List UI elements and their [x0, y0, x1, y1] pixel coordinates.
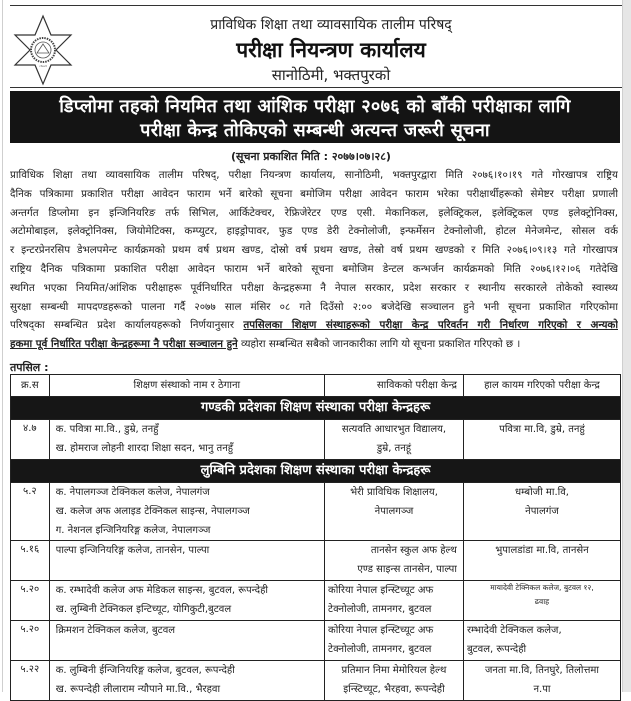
center-text: टेक्नोलोजी, तामनगर, बुटवल — [328, 644, 432, 655]
center-text: इन्स्टिच्यूट, भैरहवा, रूपन्देही — [343, 684, 445, 695]
body-line: राष्ट्रिय दैनिक पत्रिकामा प्रकाशित परीक्षा आवेदन फाराम भर्ने बारेको सूचना बमोजिम डेन्टल कन्भर्जन कार्यक्रमको मिति २०७६।१२।०६ गतेदेखि — [10, 262, 618, 275]
institution-name: क. नेपालगञ्ज टेक्निकल कलेज, नेपालगंज — [55, 487, 210, 498]
header-serial: क्र.स — [11, 375, 50, 397]
new-center-cell — [463, 621, 620, 661]
center-text: तानसेन स्कुल अफ हेल्थ — [370, 545, 457, 556]
new-center-cell — [463, 581, 620, 621]
new-center-cell — [463, 483, 620, 541]
center-text: कोरिया नेपाल इन्स्टिच्यूट अफ — [328, 585, 434, 596]
section-title: लुम्बिनि प्रदेशका शिक्षण संस्थाका परीक्षा केन्द्रहरू — [11, 460, 621, 483]
body-text-emphasis: तपसिलका शिक्षण संस्थाहरूको परीक्षा केन्द्र परिवर्तन गरी निर्धारण गरिएको र अन्यको — [243, 319, 618, 332]
center-text: प्रतिमान निमा मेमोरियल हेल्थ — [341, 665, 447, 676]
table-row — [11, 420, 621, 460]
center-text: नेपालगंज — [525, 506, 559, 517]
center-text: रम्भादेवी टेक्निकल कलेज, — [466, 625, 562, 636]
body-line: अन्तर्गत डिप्लोमा इन इन्जिनियरिङ तर्फ सिभिल, आर्किटेक्चर, रेफ्रिजेरेटर एण्ड एसी. मेकानिकल, इलेक्ट्रिकल, इलेक्ट्रिकल एण्ड इलेक्ट्रोनिक्स, — [10, 206, 618, 219]
body-line: स्थगित भएका नियमित/आंशिक परीक्षाहरू पूर्वनिर्धारित परीक्षा केन्द्रहरूमा नै नेपाल सरकार, प्रदेश सरकार र स्थानीय सरकारले तोकेको स्वास्थ्य — [10, 281, 618, 294]
body-line: प्राविधिक शिक्षा तथा व्यावसायिक तालीम परिषद्, परीक्षा नियन्त्रण कार्यालय, सानोठिमी, भक्तपुरद्वारा मिति २०७६।१०।१९ गते गोरखापत्र राष्ट्रिय — [10, 169, 618, 181]
institution-name: ख. लुम्बिनी टेक्निकल इन्टिच्यूट, योगिकुटी,बुटवल — [55, 604, 232, 615]
new-center-cell — [463, 541, 620, 581]
institution-name: क. लुम्बिनी ईन्जिनियरिङ्ग कलेज, बुटवल, रूपन्देही — [55, 665, 235, 676]
serial-cell: ५.१६ — [11, 541, 50, 581]
institution-name: क. पवित्रा मा.वि., डुम्रे, तनहुँ — [55, 424, 159, 435]
header-rule — [10, 87, 622, 88]
center-text: ढवाह — [534, 597, 550, 606]
notice-body — [10, 166, 618, 354]
section-row-lumbini — [11, 460, 621, 483]
new-center-cell — [463, 661, 620, 701]
notice-title-line-1: डिप्लोमा तहको नियमित तथा आंशिक परीक्षा २०७६ को बाँकी परीक्षाका लागि — [59, 96, 571, 117]
table-row — [11, 541, 621, 581]
body-line — [10, 316, 618, 335]
institution-cell — [49, 483, 324, 541]
institution-name: ख. रूपन्देही लीलाराम न्यौपाने मा.वि., भैरहवा — [55, 684, 221, 695]
section-row-gandaki — [11, 397, 621, 420]
institution-cell — [49, 541, 324, 581]
center-text: एण्ड साइन्स तानसेन, पाल्पा — [357, 564, 457, 575]
svg-text:ctevt: ctevt — [39, 64, 47, 68]
header-institution: शिक्षण संस्थाको नाम र ठेगाना — [49, 375, 324, 397]
center-text: सत्यवति आधारभुत विद्यालय, — [341, 424, 447, 435]
body-line: र इन्टरप्रेनरसिप डेभलपमेन्ट कार्यक्रमको प्रथम वर्ष प्रथम खण्ड, दोस्रो वर्ष प्रथम खण्ड, तेस्रो वर्ष प्रथम खण्डको र मिति २०७६।०९।१३ गते गोरखापत्र — [10, 244, 618, 257]
institution-cell — [49, 661, 324, 701]
institution-name: क्रिमशन टेक्निकल कलेज, बुटवल — [55, 625, 176, 636]
body-line — [10, 335, 618, 354]
center-text: जनता मा.वि, तिनघुरे, तिलोत्तमा — [484, 665, 599, 676]
institution-name: क. रम्भादेवी कलेज अफ मेडिकल साइन्स, बुटवल, रूपन्देही — [55, 585, 268, 596]
letterhead — [0, 6, 622, 88]
center-text: धम्बोजी मा.वि, — [514, 487, 569, 498]
body-line: अटोमोबाइल, इलेक्ट्रोनिक्स, जियोमेटिक्स, कम्प्युटर, हाइड्रोपावर, फुड एण्ड डेरी टेक्नोलोजी, इन्फर्मेसन टेक्नोलोजी, होटल मेनेजमेन्ट, सोसल वर्क — [10, 225, 618, 238]
notice-title-banner — [10, 91, 620, 143]
page-edge — [2, 0, 3, 692]
center-text: डुम्रे, तनहूं — [376, 443, 412, 454]
serial-cell: ५.२० — [11, 621, 50, 661]
serial-cell: ४.७ — [11, 420, 50, 460]
center-text: कोरिया नेपाल इन्स्टिच्यूट अफ — [328, 625, 434, 636]
institution-name: ख. कलेज अफ अलाइड टेक्निकल साइन्स, नेपालगञ्ज — [55, 506, 250, 517]
header-previous-center: साविकको परीक्षा केन्द्र — [325, 375, 464, 397]
table-row — [11, 483, 621, 541]
exam-center-table — [10, 374, 621, 701]
center-text: पवित्रा मा.वि, डुम्रे, तनहुं — [499, 424, 585, 435]
center-text: भेरी प्राविधिक शिक्षालय, — [350, 487, 438, 498]
institution-name: पाल्पा इन्जिनियरिङ्ग कलेज, तानसेन, पाल्पा — [55, 545, 210, 556]
table-header-row — [11, 375, 621, 397]
body-text-plain: व्यहोरा सम्बन्धित सबैको जानकारीका लागि यो सूचना प्रकाशित गरिएको छ । — [237, 338, 521, 351]
serial-cell: ५.२ — [11, 483, 50, 541]
center-text: नेपालगञ्ज — [374, 506, 414, 517]
published-date: (सूचना प्रकाशित मिति : २०७७।०७।२८) — [231, 150, 391, 163]
institution-cell — [49, 621, 324, 661]
table-row — [11, 581, 621, 621]
body-line: सुरक्षा सम्बन्धी मापदण्डहरूको पालना गर्दै २०७७ साल मंसिर ०८ गते दिउँसो २:०० बजेदेखि सञ्चालन हुने भनी सूचना प्रकाशित गरिएकोमा — [10, 300, 618, 313]
serial-cell: ५.२० — [11, 581, 50, 621]
header-new-center: हाल कायम गरिएको परीक्षा केन्द्र — [463, 375, 620, 397]
notice-title-line-2: परीक्षा केन्द्र तोकिएको सम्बन्धी अत्यन्त जरूरी सूचना — [140, 120, 490, 141]
serial-cell: ५.२२ — [11, 661, 50, 701]
previous-center-cell — [325, 420, 464, 460]
previous-center-cell — [325, 621, 464, 661]
new-center-cell — [463, 420, 620, 460]
body-text-emphasis: हकमा पूर्व निर्धारित परीक्षा केन्द्रहरूमा नै परीक्षा सञ्चालन हुने — [10, 338, 238, 351]
institution-cell — [49, 581, 324, 621]
previous-center-cell — [325, 541, 464, 581]
center-text: न.पा — [533, 684, 551, 695]
parent-organization: प्राविधिक शिक्षा तथा व्यावसायिक तालीम परिषद् — [210, 17, 452, 33]
office-location: सानोठिमी, भक्तपुरको — [271, 66, 391, 84]
center-text: टेक्नोलोजी, तामनगर, बुटवल — [328, 604, 432, 615]
body-text-plain: परिषद्का सम्बन्धित प्रदेश कार्यालयहरूको निर्णयानुसार — [10, 319, 244, 332]
previous-center-cell — [325, 581, 464, 621]
viewer-scrollbar-gutter[interactable] — [622, 0, 631, 692]
section-title: गण्डकी प्रदेशका शिक्षण संस्थाका परीक्षा केन्द्रहरू — [11, 397, 621, 420]
schedule-label: तपसिल : — [10, 361, 49, 374]
institution-cell — [49, 420, 324, 460]
previous-center-cell — [325, 483, 464, 541]
institution-name: ग. नेशनल इन्जिनियरिङ्ग कलेज, नेपालगञ्ज — [55, 525, 211, 536]
center-text: मायादेवी टेक्निकल कलेज, बुटवल १२, — [490, 583, 594, 592]
body-line: दैनिक पत्रिकामा प्रकाशित परीक्षा आवेदन फाराम भर्ने बारेको सूचना बमोजिम परीक्षा आवेदन फाराम भरेका परीक्षार्थीहरूको सेमेष्टर परीक्षा प्रणाली — [10, 187, 618, 200]
center-text: बुटवल, रूपन्देही — [466, 644, 527, 655]
institution-name: ख. होमराज लोहनी शारदा शिक्षा सदन, भानु तनहुँ — [55, 443, 234, 454]
office-title: परीक्षा नियन्त्रण कार्यालय — [236, 38, 426, 62]
table-row — [11, 661, 621, 701]
table-row — [11, 621, 621, 661]
previous-center-cell — [325, 661, 464, 701]
center-text: भुपालडांडा मा.वि, तानसेन — [495, 545, 589, 556]
